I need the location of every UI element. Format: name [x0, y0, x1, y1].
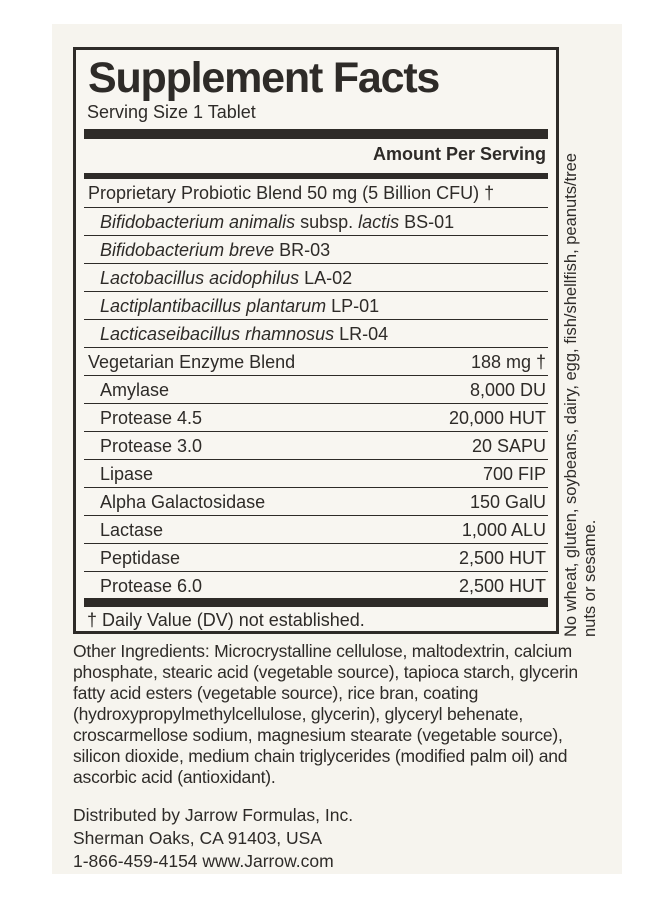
enzyme-amount: 1,000 ALU — [461, 520, 546, 540]
enzyme-blend-label: Vegetarian Enzyme Blend — [88, 352, 296, 372]
strain-row — [84, 320, 548, 348]
enzyme-row — [84, 460, 548, 488]
strain-row — [84, 236, 548, 264]
panel-title: Supplement Facts — [88, 54, 440, 102]
enzyme-row — [84, 516, 548, 544]
strain-name: Bifidobacterium animalis subsp. lactis BS-01 — [100, 212, 455, 232]
enzyme-row — [84, 404, 548, 432]
enzyme-row — [84, 488, 548, 516]
enzyme-amount: 20,000 HUT — [448, 408, 546, 428]
distributor-contact: 1-866-459-4154 www.Jarrow.com — [73, 851, 334, 871]
enzyme-amount: 2,500 HUT — [458, 576, 546, 596]
enzyme-name: Protease 3.0 — [100, 436, 203, 456]
strain-name: Lactiplantibacillus plantarum LP-01 — [100, 296, 380, 316]
distributor-address: Sherman Oaks, CA 91403, USA — [73, 828, 323, 848]
divider-thick — [84, 129, 548, 139]
enzyme-row — [84, 544, 548, 572]
strain-row — [84, 208, 548, 236]
strain-name: Lacticaseibacillus rhamnosus LR-04 — [100, 324, 389, 344]
enzyme-name: Protease 4.5 — [100, 408, 203, 428]
distributor-info — [73, 804, 353, 873]
probiotic-blend-row — [84, 179, 548, 208]
enzyme-row — [84, 432, 548, 460]
amount-per-serving-header: Amount Per Serving — [372, 144, 546, 164]
strain-row — [84, 292, 548, 320]
other-ingredients: Other Ingredients: Microcrystalline cellulose, maltodextrin, calcium phosphate, stearic acid (vegetable source), tapioca starch, glycerin fatty acid esters (vegetable source), rice bran, coating (hydroxypropylmethylcellulose, glycerin), glyceryl behenate, croscarmellose sodium, magnesium stearate (vegetable source), silicon dioxide, medium chain triglycerides (modified palm oil) and ascorbic acid (antioxidant). — [73, 641, 578, 787]
divider-bottom — [84, 598, 548, 607]
supplement-facts-panel — [73, 47, 559, 634]
enzyme-row — [84, 572, 548, 600]
enzyme-name: Protease 6.0 — [100, 576, 203, 596]
strain-name: Bifidobacterium breve BR-03 — [100, 240, 331, 260]
enzyme-name: Lactase — [100, 520, 164, 540]
strain-name: Lactobacillus acidophilus LA-02 — [100, 268, 353, 288]
enzyme-row — [84, 376, 548, 404]
enzyme-name: Lipase — [100, 464, 154, 484]
allergen-statement: No wheat, gluten, soybeans, dairy, egg, fish/shellfish, peanuts/tree nuts or sesame. — [562, 153, 599, 637]
enzyme-name: Alpha Galactosidase — [100, 492, 266, 512]
strain-row — [84, 264, 548, 292]
distributor-name: Distributed by Jarrow Formulas, Inc. — [73, 805, 354, 825]
enzyme-amount: 150 GalU — [469, 492, 546, 512]
enzyme-amount: 2,500 HUT — [458, 548, 546, 568]
enzyme-amount: 20 SAPU — [471, 436, 546, 456]
enzyme-name: Peptidase — [100, 548, 181, 568]
enzyme-blend-amount: 188 mg † — [470, 352, 546, 372]
enzyme-amount: 8,000 DU — [469, 380, 546, 400]
enzyme-amount: 700 FIP — [482, 464, 546, 484]
serving-size: Serving Size 1 Tablet — [87, 102, 256, 122]
daily-value-note: † Daily Value (DV) not established. — [87, 610, 365, 630]
nutrient-rows — [84, 179, 548, 600]
probiotic-blend-label: Proprietary Probiotic Blend 50 mg (5 Billion CFU) † — [88, 183, 495, 203]
enzyme-blend-row — [84, 348, 548, 376]
enzyme-name: Amylase — [100, 380, 170, 400]
